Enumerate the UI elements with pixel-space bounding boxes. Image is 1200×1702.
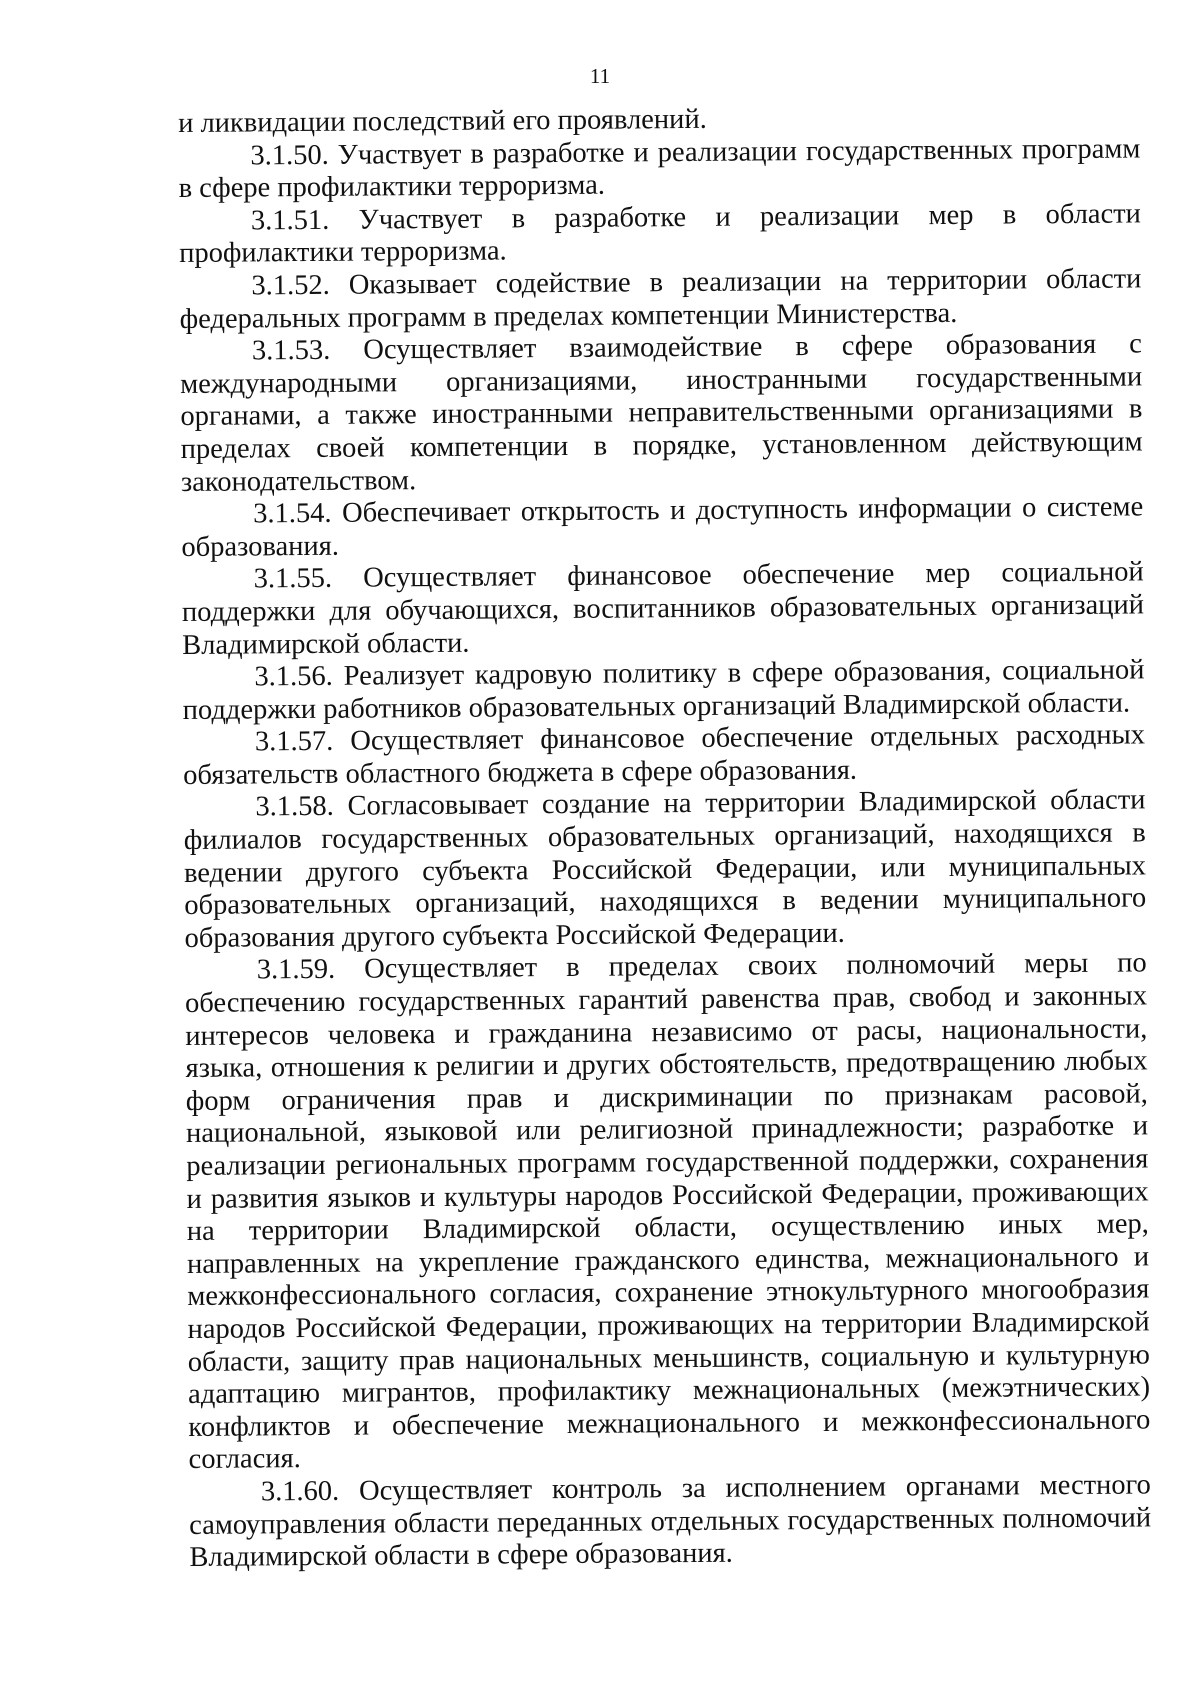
clause-3-1-51: 3.1.51. Участвует в разработке и реализации мер в области профилактики терроризма.: [179, 198, 1141, 270]
clause-3-1-58: 3.1.58. Согласовывает создание на территории Владимирской области филиалов государственных образовательных организаций, находящихся в ведении другого субъекта Российской Федерации, или муниципальных образовательных организаций, находящихся в ведении муниципального образования другого субъекта Российской Федерации.: [183, 784, 1147, 954]
clause-3-1-55: 3.1.55. Осуществляет финансовое обеспечение мер социальной поддержки для обучающихся, воспитанников образовательных организаций Владимирской области.: [181, 556, 1145, 661]
clause-3-1-52: 3.1.52. Оказывает содействие в реализации на территории области федеральных программ в пределах компетенции Министерства.: [179, 263, 1142, 335]
document-body: [178, 100, 1151, 1574]
page-number: 11: [589, 64, 611, 88]
clause-3-1-59: 3.1.59. Осуществляет в пределах своих полномочий меры по обеспечению государственных гарантий равенства прав, свобод и законных интересов человека и гражданина независимо от расы, национальности, языка, отношения к религии и других обстоятельств, предотвращению любых форм ограничения прав и дискриминации по признакам расовой, национальной, языковой или религиозной принадлежности; разработке и реализации региональных программ государственной поддержки, сохранения и развития языков и культуры народов Российской Федерации, проживающих на территории Владимирской области, осуществлению иных мер, направленных на укрепление гражданского единства, межнационального и межконфессионального согласия, сохранение этнокультурного многообразия народов Российской Федерации, проживающих на территории Владимирской области, защиту прав национальных меньшинств, социальную и культурную адаптацию мигрантов, профилактику межнациональных (межэтнических) конфликтов и обеспечение межнационального и межконфессионального согласия.: [184, 947, 1151, 1476]
clause-3-1-53: 3.1.53. Осуществляет взаимодействие в сфере образования с международными организациями, иностранными государственными органами, а также иностранными неправительственными организациями в пределах своей компетенции в порядке, установленном действующим законодательством.: [180, 328, 1143, 498]
paragraph-continuation: и ликвидации последствий его проявлений.: [178, 103, 707, 139]
clause-3-1-60: 3.1.60. Осуществляет контроль за исполнением органами местного самоуправления области переданных отдельных государственных полномочий Владимирской области в сфере образования.: [189, 1469, 1152, 1574]
clause-3-1-56: 3.1.56. Реализует кадровую политику в сфере образования, социальной поддержки работников образовательных организаций Владимирской области.: [182, 654, 1145, 726]
clause-3-1-50: 3.1.50. Участвует в разработке и реализации государственных программ в сфере профилактики терроризма.: [178, 133, 1141, 205]
clause-3-1-57: 3.1.57. Осуществляет финансовое обеспечение отдельных расходных обязательств областного бюджета в сфере образования.: [183, 719, 1146, 791]
clause-3-1-54: 3.1.54. Обеспечивает открытость и доступность информации о системе образования.: [181, 491, 1144, 563]
